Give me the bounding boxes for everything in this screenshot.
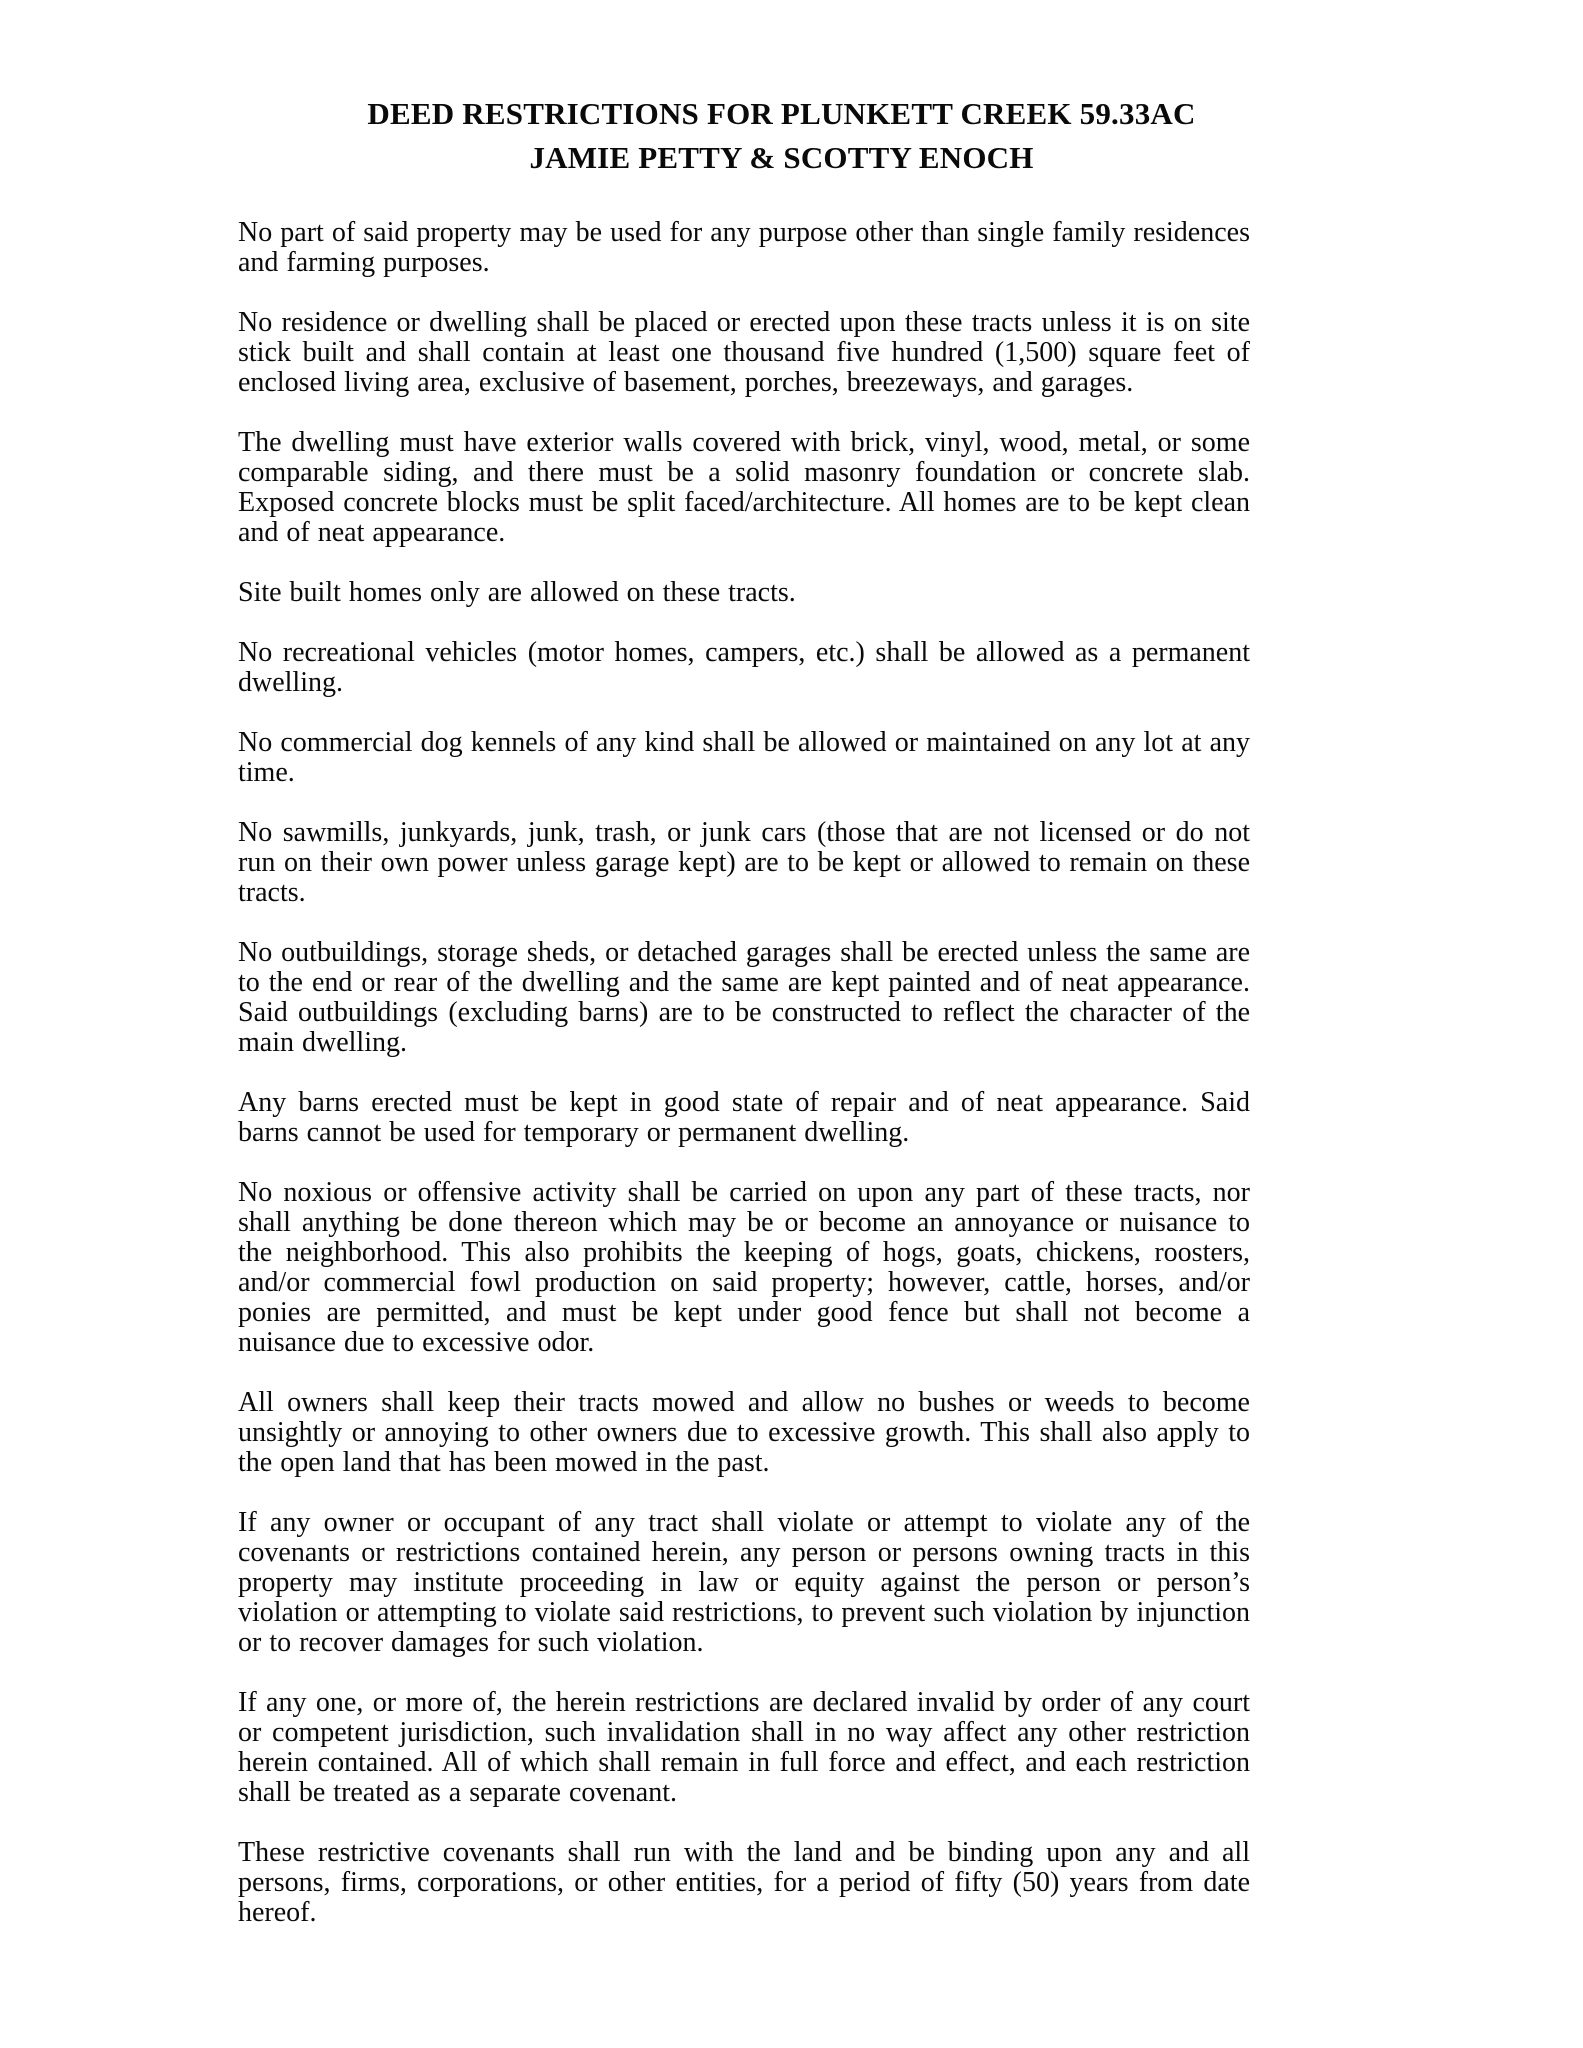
paragraph: The dwelling must have exterior walls covered with brick, vinyl, wood, metal, or some comparable siding, and there must be a solid masonry foundation or concrete slab. Exposed concrete blocks must be split faced/architecture. All homes are to be kept clean and of neat appearance. <box>238 427 1250 548</box>
paragraph: Any barns erected must be kept in good state of repair and of neat appearance. Said barns cannot be used for temporary or permanent dwelling. <box>238 1087 1250 1148</box>
paragraph: No recreational vehicles (motor homes, campers, etc.) shall be allowed as a permanent dwelling. <box>238 637 1250 698</box>
paragraph: These restrictive covenants shall run with the land and be binding upon any and all persons, firms, corporations, or other entities, for a period of fifty (50) years from date hereof. <box>238 1837 1250 1928</box>
document-title <box>238 92 1325 180</box>
paragraph: No commercial dog kennels of any kind shall be allowed or maintained on any lot at any time. <box>238 727 1250 788</box>
paragraph: No noxious or offensive activity shall be carried on upon any part of these tracts, nor shall anything be done thereon which may be or become an annoyance or nuisance to the neighborhood. This also prohibits the keeping of hogs, goats, chickens, roosters, and/or commercial fowl production on said property; however, cattle, horses, and/or ponies are permitted, and must be kept under good fence but shall not become a nuisance due to excessive odor. <box>238 1177 1250 1358</box>
paragraph: Site built homes only are allowed on these tracts. <box>238 577 796 608</box>
paragraph: No residence or dwelling shall be placed or erected upon these tracts unless it is on site stick built and shall contain at least one thousand five hundred (1,500) square feet of enclosed living area, exclusive of basement, porches, breezeways, and garages. <box>238 307 1250 398</box>
paragraph: No part of said property may be used for any purpose other than single family residences and farming purposes. <box>238 217 1250 278</box>
document-body <box>238 218 1250 1928</box>
paragraph: No sawmills, junkyards, junk, trash, or junk cars (those that are not licensed or do not run on their own power unless garage kept) are to be kept or allowed to remain on these tracts. <box>238 817 1250 908</box>
paragraph: If any owner or occupant of any tract shall violate or attempt to violate any of the covenants or restrictions contained herein, any person or persons owning tracts in this property may institute proceeding in law or equity against the person or person’s violation or attempting to violate said restrictions, to prevent such violation by injunction or to recover damages for such violation. <box>238 1507 1250 1658</box>
paragraph: No outbuildings, storage sheds, or detached garages shall be erected unless the same are to the end or rear of the dwelling and the same are kept painted and of neat appearance. Said outbuildings (excluding barns) are to be constructed to reflect the character of the main dwelling. <box>238 937 1250 1058</box>
paragraph: If any one, or more of, the herein restrictions are declared invalid by order of any court or competent jurisdiction, such invalidation shall in no way affect any other restriction herein contained. All of which shall remain in full force and effect, and each restriction shall be treated as a separate covenant. <box>238 1687 1250 1808</box>
paragraph: All owners shall keep their tracts mowed and allow no bushes or weeds to become unsightly or annoying to other owners due to excessive growth. This shall also apply to the open land that has been mowed in the past. <box>238 1387 1250 1478</box>
title-line-1: DEED RESTRICTIONS FOR PLUNKETT CREEK 59.33AC <box>367 96 1196 131</box>
title-line-2: JAMIE PETTY & SCOTTY ENOCH <box>529 140 1034 175</box>
